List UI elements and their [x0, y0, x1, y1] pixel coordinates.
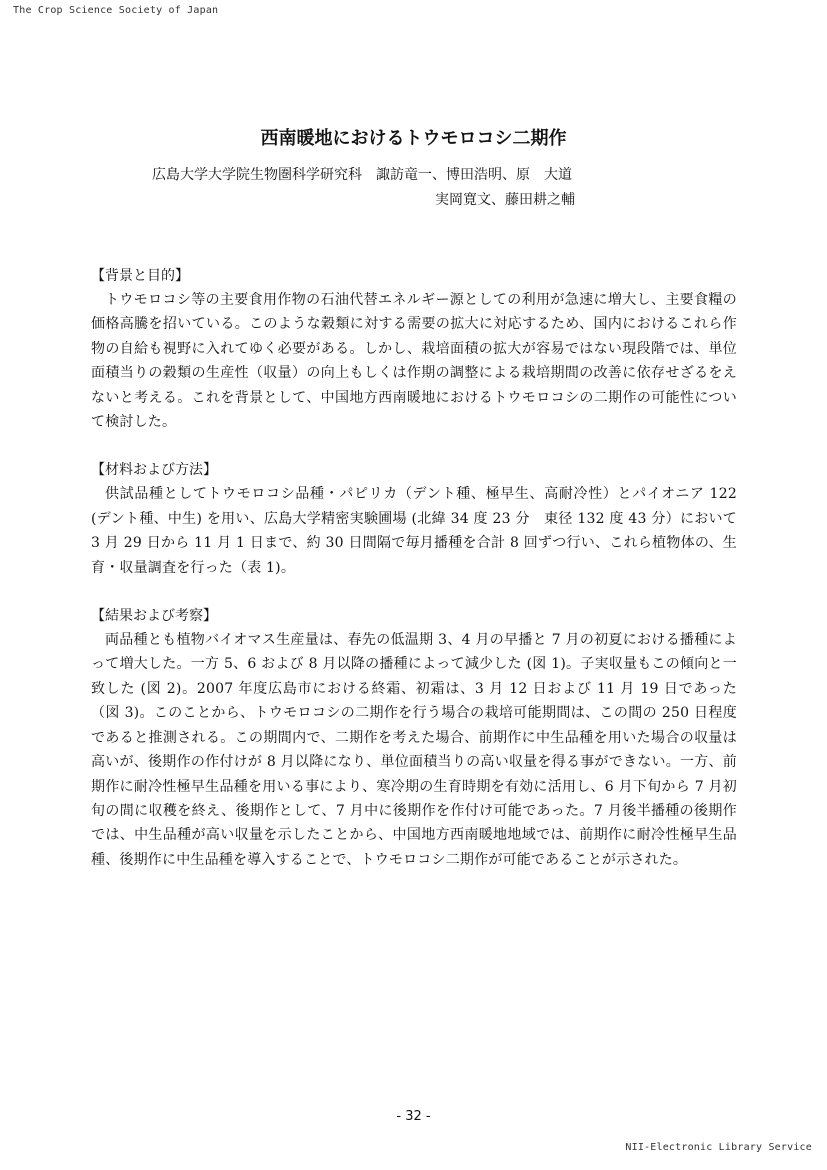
library-service-footer: NII-Electronic Library Service	[625, 1142, 812, 1153]
section-heading: 【結果および考察】	[91, 608, 217, 625]
section-methods	[91, 458, 737, 580]
section-paragraph: トウモロコシ等の主要食用作物の石油代替エネルギー源としての利用が急速に増大し、主要食糧の価格高騰を招いている。このような穀類に対する需要の拡大に対応するため、国内におけるこれら作物の自給も視野に入れてゆく必要がある。しかし、栽培面積の拡大が容易ではない現段階では、単位面積当りの穀類の生産性（収量）の向上もしくは作期の調整による栽培期間の改善に依存せざるをえないと考える。これを背景として、中国地方西南暖地におけるトウモロコシの二期作の可能性について検討した。	[91, 292, 737, 431]
author-affiliation-line: 広島大学大学院生物圏科学研究科 諏訪竜一、博田浩明、原 大道	[152, 167, 572, 183]
section-heading: 【材料および方法】	[91, 462, 217, 479]
section-background	[91, 264, 737, 434]
page-number: - 32 -	[396, 1109, 431, 1124]
section-results	[91, 604, 737, 872]
society-header: The Crop Science Society of Japan	[13, 5, 219, 16]
section-paragraph: 両品種とも植物バイオマス生産量は、春先の低温期 3、4 月の早播と 7 月の初夏における播種によって増大した。一方 5、6 および 8 月以降の播種によって減少した (図 1)。子実収量もこの傾向と一致した (図 2)。2007 年度広島市における終霜、初霜は、3 月 12 日および 11 月 19 日であった（図 3)。このことから、トウモロコシの二期作を行う場合の栽培可能期間は、この間の 250 日程度であると推測される。この期間内で、二期作を考えた場合、前期作に中生品種を用いた場合の収量は高いが、後期作の作付けが 8 月以降になり、単位面積当りの高い収量を得る事ができない。一方、前期作に耐冷性極早生品種を用いる事により、寒冷期の生育時期を有効に活用し、6 月下旬から 7 月初旬の間に収穫を終え、後期作として、7 月中に後期作を作付け可能であった。7 月後半播種の後期作では、中生品種が高い収量を示したことから、中国地方西南暖地地域では、前期作に耐冷性極早生品種、後期作に中生品種を導入することで、トウモロコシ二期作が可能であることが示された。	[91, 632, 737, 868]
paper-title: 西南暖地におけるトウモロコシ二期作	[260, 128, 567, 149]
author-names-line: 実岡寛文、藤田耕之輔	[435, 192, 575, 208]
section-paragraph: 供試品種としてトウモロコシ品種・パピリカ（デント種、極早生、高耐冷性）とパイオニア 122 (デント種、中生) を用い、広島大学精密実験圃場 (北緯 34 度 23 分 東径 132 度 43 分）において 3 月 29 日から 11 月 1 日まで、約 30 日間隔で毎月播種を合計 8 回ずつ行い、これら植物体の、生育・収量調査を行った（表 1)。	[91, 486, 737, 576]
paper-body	[91, 264, 737, 896]
section-heading: 【背景と目的】	[91, 268, 189, 284]
